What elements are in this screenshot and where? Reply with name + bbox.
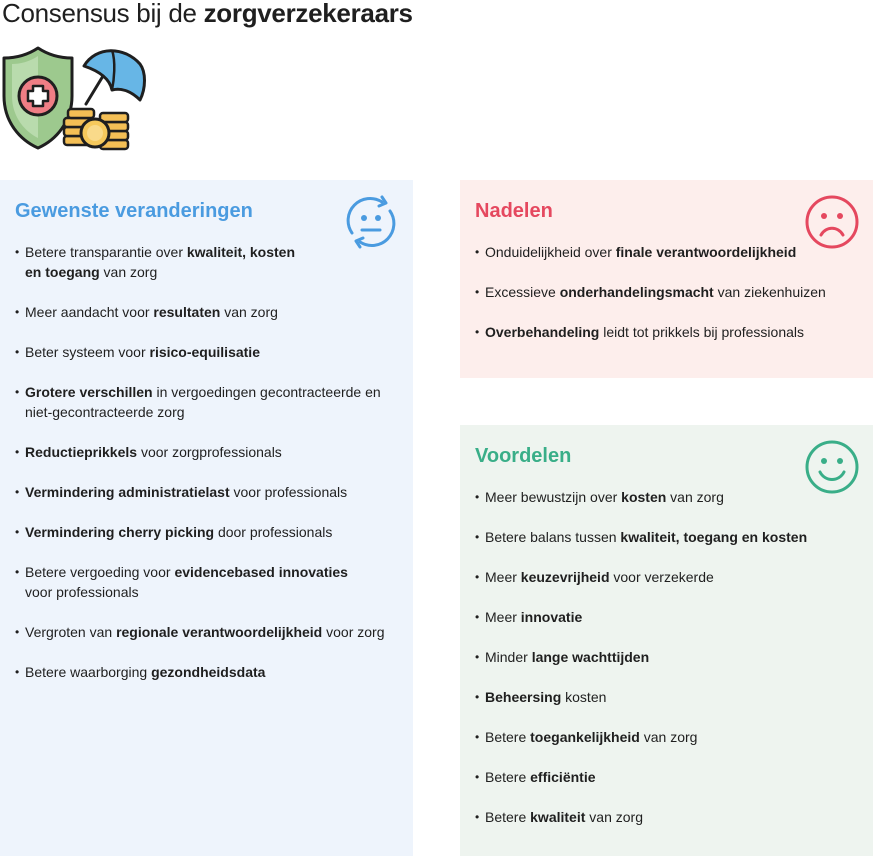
list-item: • Betere vergoeding voor evidencebased innovaties voor professionals xyxy=(15,562,390,602)
advantages-list xyxy=(475,487,865,847)
list-item: • Vermindering cherry picking door professionals xyxy=(15,522,390,542)
list-item: • Betere efficiëntie xyxy=(475,767,865,787)
list-item: • Meer innovatie xyxy=(475,607,865,627)
disadvantages-title: Nadelen xyxy=(475,200,553,222)
list-item: • Grotere verschillen in vergoedingen gecontracteerde en niet-gecontracteerde zorg xyxy=(15,382,390,422)
list-item: • Vermindering administratielast voor professionals xyxy=(15,482,390,502)
disadvantages-panel xyxy=(460,180,873,378)
disadvantages-list xyxy=(475,242,865,362)
list-item: • Minder lange wachttijden xyxy=(475,647,865,667)
list-item: • Excessieve onderhandelingsmacht van ziekenhuizen xyxy=(475,282,865,302)
advantages-title: Voordelen xyxy=(475,445,572,467)
changes-title: Gewenste veranderingen xyxy=(15,200,253,222)
list-item: • Betere waarborging gezondheidsdata xyxy=(15,662,390,682)
list-item: • Meer bewustzijn over kosten van zorg xyxy=(475,487,865,507)
list-item: • Reductieprikkels voor zorgprofessionals xyxy=(15,442,390,462)
advantages-panel xyxy=(460,425,873,856)
list-item: • Betere balans tussen kwaliteit, toegang en kosten xyxy=(475,527,865,547)
list-item: • Betere kwaliteit van zorg xyxy=(475,807,865,827)
changes-list xyxy=(15,242,390,702)
list-item: • Betere toegankelijkheid van zorg xyxy=(475,727,865,747)
list-item: • Betere transparantie over kwaliteit, kosten en toegang van zorg xyxy=(15,242,390,282)
page-title xyxy=(2,0,413,29)
list-item: • Vergroten van regionale verantwoordelijkheid voor zorg xyxy=(15,622,390,642)
list-item: • Meer aandacht voor resultaten van zorg xyxy=(15,302,390,322)
list-item: • Beheersing kosten xyxy=(475,687,865,707)
list-item: • Meer keuzevrijheid voor verzekerde xyxy=(475,567,865,587)
list-item: • Onduidelijkheid over finale verantwoordelijkheid xyxy=(475,242,865,262)
changes-panel xyxy=(0,180,413,856)
page-title-bold: zorgverzekeraars xyxy=(203,0,413,28)
list-item: • Overbehandeling leidt tot prikkels bij professionals xyxy=(475,322,865,342)
insurance-shield-umbrella-coins-icon xyxy=(0,44,146,156)
page-title-plain: Consensus bij de xyxy=(2,0,204,28)
list-item: • Beter systeem voor risico-equilisatie xyxy=(15,342,390,362)
